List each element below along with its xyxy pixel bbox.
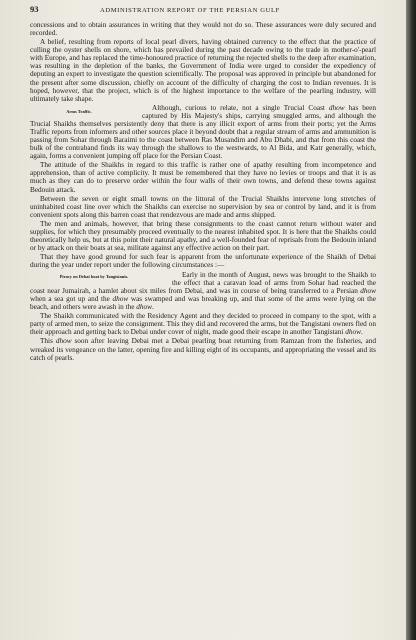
italic-term: dhow xyxy=(112,294,129,303)
text-run: when a sea got up and the xyxy=(30,294,113,303)
text-run: has been captured by His Majesty's ships, carrying smuggled arms, and although the Trucial Shaikhs themselves persistently deny that there is any illicit export of arms from their ports; yet the Arms Traffic reports from informers and other sources place it beyond doubt that a regular stream of arms and ammunition is passing from Sohar through Baraimi to the coast between Ras Musandim and Abu Dhabi, and that from this coast the bulk of the contraband finds its way through the shallows to the westwards, to Al Bida, and Katr generally, which, again, forms a convenient jumping off place for the Persian Coast. xyxy=(30,103,376,161)
paragraph-men-and-animals: The men and animals, however, that bring these consignments to the coast cannot return without water and supplies, for which they presumably proceed eventually to the nearest inhabited spot. It is here that the Shaikhs could theoretically help us, but at this point their natural apathy, and a well-founded fear of reprisals from the Bedouin inland or by attack on their boats at sea, militate against any effective action on their part. xyxy=(30,220,376,253)
paragraph-shaikhs-attitude: The attitude of the Shaikhs in regard to this traffic is rather one of apathy resulting from incompetence and apprehension, than of active complicity. It must be remembered that they have no levies or troops and that it is as much as they can do to preserve order within the four walls of their own towns, and defend these towns against Bedouin attack. xyxy=(30,161,376,194)
running-head xyxy=(30,4,376,17)
paragraph-arms-smuggling xyxy=(30,104,376,160)
italic-term: dhow xyxy=(345,328,361,337)
side-note-arms-traffic: Arms Traffic. xyxy=(66,108,92,114)
italic-term: dhow xyxy=(136,302,153,311)
page-number: 93 xyxy=(30,4,39,14)
paragraph-concessions: concessions and to obtain assurances in writing that they would not do so. These assurances were duly secured and recorded. xyxy=(30,21,376,38)
binding-shadow xyxy=(406,0,416,640)
paragraph-pearl-divers: A belief, resulting from reports of local pearl divers, having obtained currency to the effect that the practice of culling the oyster shells on shore, which has prevailed during the past decade owing to the trade in mother-o'-pearl with Europe, and has replaced the time-honoured practice of returning the rejected shells to the deep after examination, was resulting in the depletion of the banks, the Government of India were urged to consider the expediency of deputing an expert to investigate the question scientifically. The proposal was approved in principle but abandoned for the present after some discussion, chiefly on account of the difficulty of charging the cost to Indian revenues. It is hoped, however, that the project, which is of the highest importance to the welfare of the pearling industry, will ultimately take shape. xyxy=(30,38,376,103)
italic-term: dhow xyxy=(55,337,72,346)
running-head-title: ADMINISTRATION REPORT OF THE PERSIAN GULF xyxy=(100,7,280,14)
paragraph-vengeance xyxy=(30,337,376,361)
text-run: The Shaikh communicated with the Residency Agent and they decided to proceed in company to the spot, with a party of armed men, to seize the consignment. This they did and recovered the arms, but the Tangistani owners fled on their approach and getting back to Debai under cover of night, made good their escape in another Tangistani xyxy=(30,312,376,337)
paragraph-shaikh-of-debai: That they have good ground for such fear is apparent from the unfortunate experience of the Shaikh of Debai during the year under report under the following circumstances :— xyxy=(30,253,376,270)
italic-term: dhow xyxy=(328,103,345,112)
text-run: Early in the month of August, news was brought to the Shaikh to the effect that a caravan load of arms from Sohar had reached the coast near Jumairah, a hamlet about six miles from Debai, and was in course of being transferred to a Persian xyxy=(30,270,376,295)
italic-term: dhow xyxy=(360,286,376,295)
text-run: This xyxy=(40,337,56,346)
paragraph-uninhabited-coast: Between the seven or eight small towns on the littoral of the Trucial Shaikhs intervene long stretches of uninhabited coast line over which the Shaikhs can exercise no supervision by sea or control by land, and it is from convenient spots along this barren coast that rendezvous are made and arms shipped. xyxy=(30,194,376,219)
side-note-piracy: Piracy on Debai boat by Tangistanis. xyxy=(59,273,129,279)
paragraph-august-news xyxy=(30,271,376,311)
text-run: soon after leaving Debai met a Debai pearling boat returning from Ramzan from the fisheries, and wreaked its vengeance on the latter, opening fire and killing eight of its occupants, and appropriating the vessel and its catch of pearls. xyxy=(30,337,376,362)
text-run: . xyxy=(360,328,363,337)
body-text xyxy=(30,21,376,362)
paragraph-residency-agent xyxy=(30,312,376,336)
text-run: was swamped and was breaking up, and that some of the arms were lying on the beach, and others were awash in the xyxy=(30,294,376,311)
text-run: . xyxy=(152,302,154,311)
text-run: Although, curious to relate, not a single Trucial Coast xyxy=(152,103,329,112)
